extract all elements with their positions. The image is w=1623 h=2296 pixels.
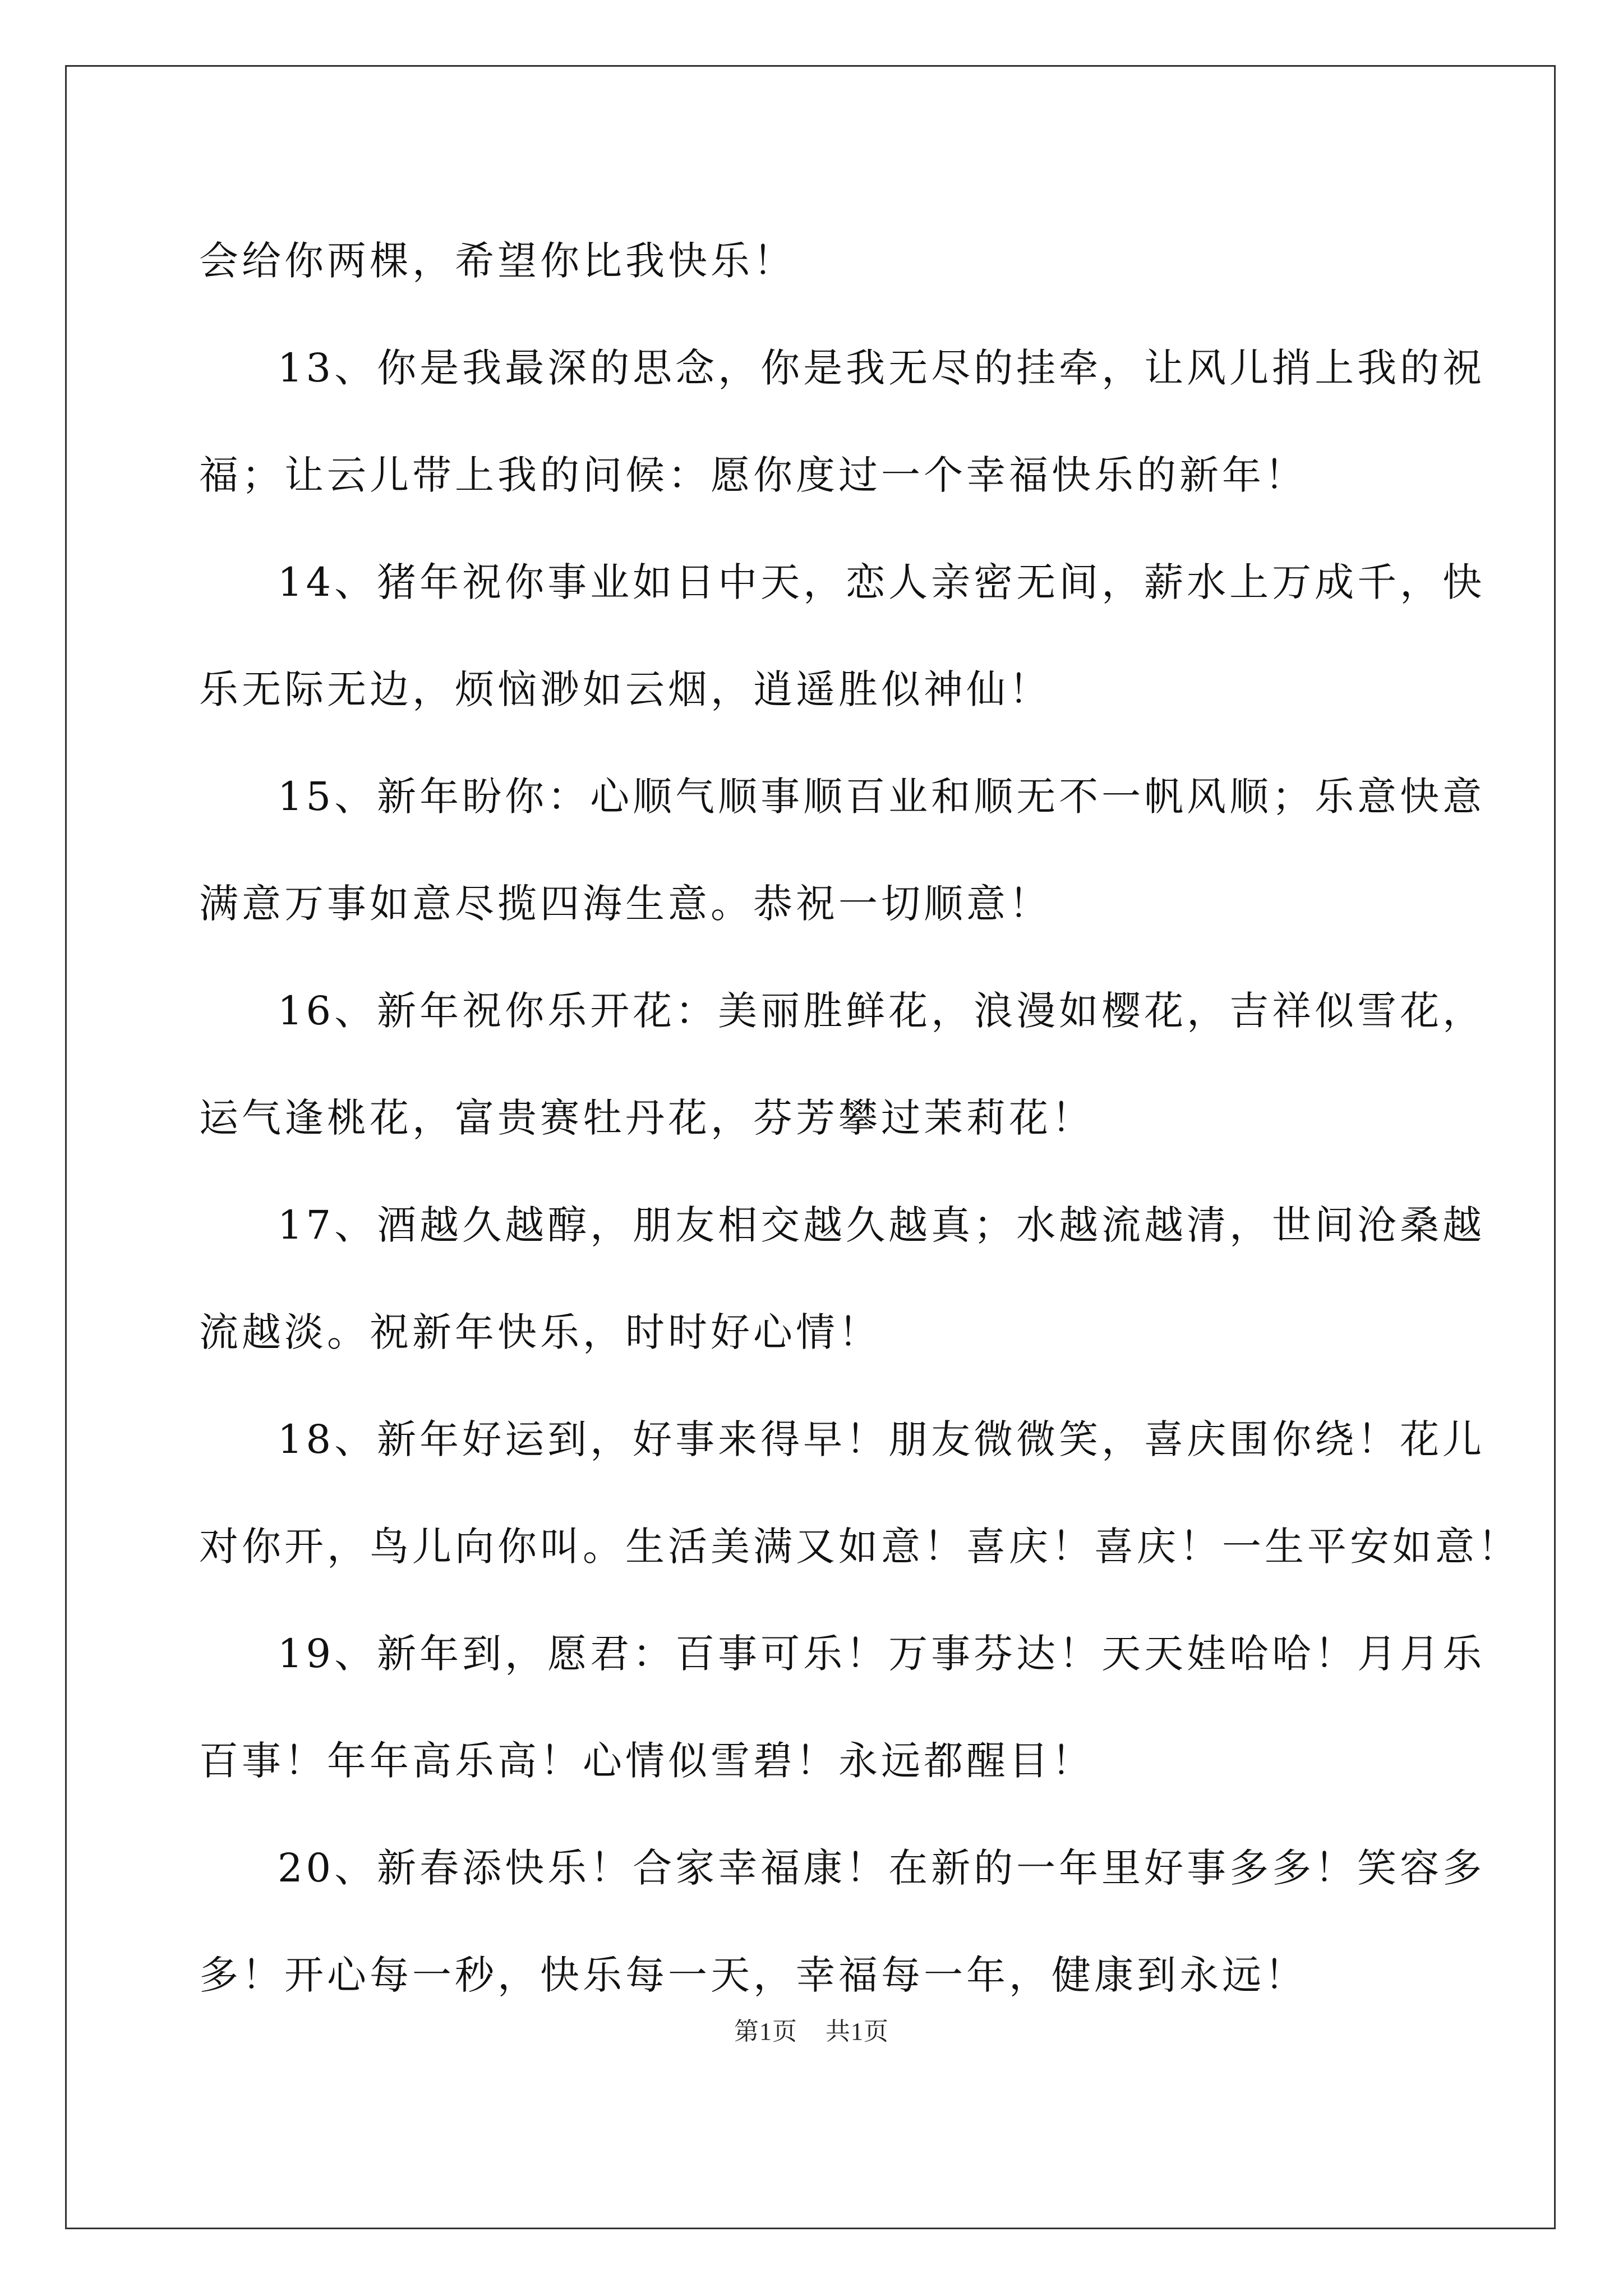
text-line: 福；让云儿带上我的问候：愿你度过一个幸福快乐的新年！ — [199, 452, 1307, 498]
text-line: 满意万事如意尽揽四海生意。恭祝一切顺意！ — [199, 881, 1052, 927]
text-line: 15、新年盼你：心顺气顺事顺百业和顺无不一帆风顺；乐意快意 — [278, 774, 1486, 820]
text-line: 18、新年好运到，好事来得早！朋友微微笑，喜庆围你绕！花儿 — [278, 1416, 1486, 1462]
text-line: 流越淡。祝新年快乐，时时好心情！ — [199, 1309, 881, 1355]
text-line: 乐无际无边，烦恼渺如云烟，逍遥胜似神仙！ — [199, 666, 1052, 712]
text-line: 20、新春添快乐！合家幸福康！在新的一年里好事多多！笑容多 — [278, 1845, 1486, 1891]
text-line: 百事！年年高乐高！心情似雪碧！永远都醒目！ — [199, 1738, 1094, 1784]
page-footer — [0, 2011, 1623, 2047]
text-line: 13、你是我最深的思念，你是我无尽的挂牵，让风儿捎上我的祝 — [278, 345, 1486, 391]
text-line: 19、新年到，愿君：百事可乐！万事芬达！天天娃哈哈！月月乐 — [278, 1631, 1486, 1677]
text-line: 会给你两棵，希望你比我快乐！ — [199, 238, 796, 284]
text-line: 16、新年祝你乐开花：美丽胜鲜花，浪漫如樱花，吉祥似雪花， — [278, 988, 1486, 1034]
text-line: 14、猪年祝你事业如日中天，恋人亲密无间，薪水上万成千，快 — [278, 559, 1486, 605]
text-line: 运气逢桃花，富贵赛牡丹花，芬芳攀过茉莉花！ — [199, 1095, 1094, 1141]
text-line: 17、酒越久越醇，朋友相交越久越真；水越流越清，世间沧桑越 — [278, 1202, 1486, 1248]
text-line: 多！开心每一秒，快乐每一天，幸福每一年，健康到永远！ — [199, 1952, 1307, 1998]
page-number: 第1页 — [734, 2018, 797, 2045]
page-total: 共1页 — [826, 2018, 889, 2045]
text-line: 对你开，鸟儿向你叫。生活美满又如意！喜庆！喜庆！一生平安如意！ — [199, 1524, 1520, 1570]
document-body — [199, 208, 1520, 2029]
